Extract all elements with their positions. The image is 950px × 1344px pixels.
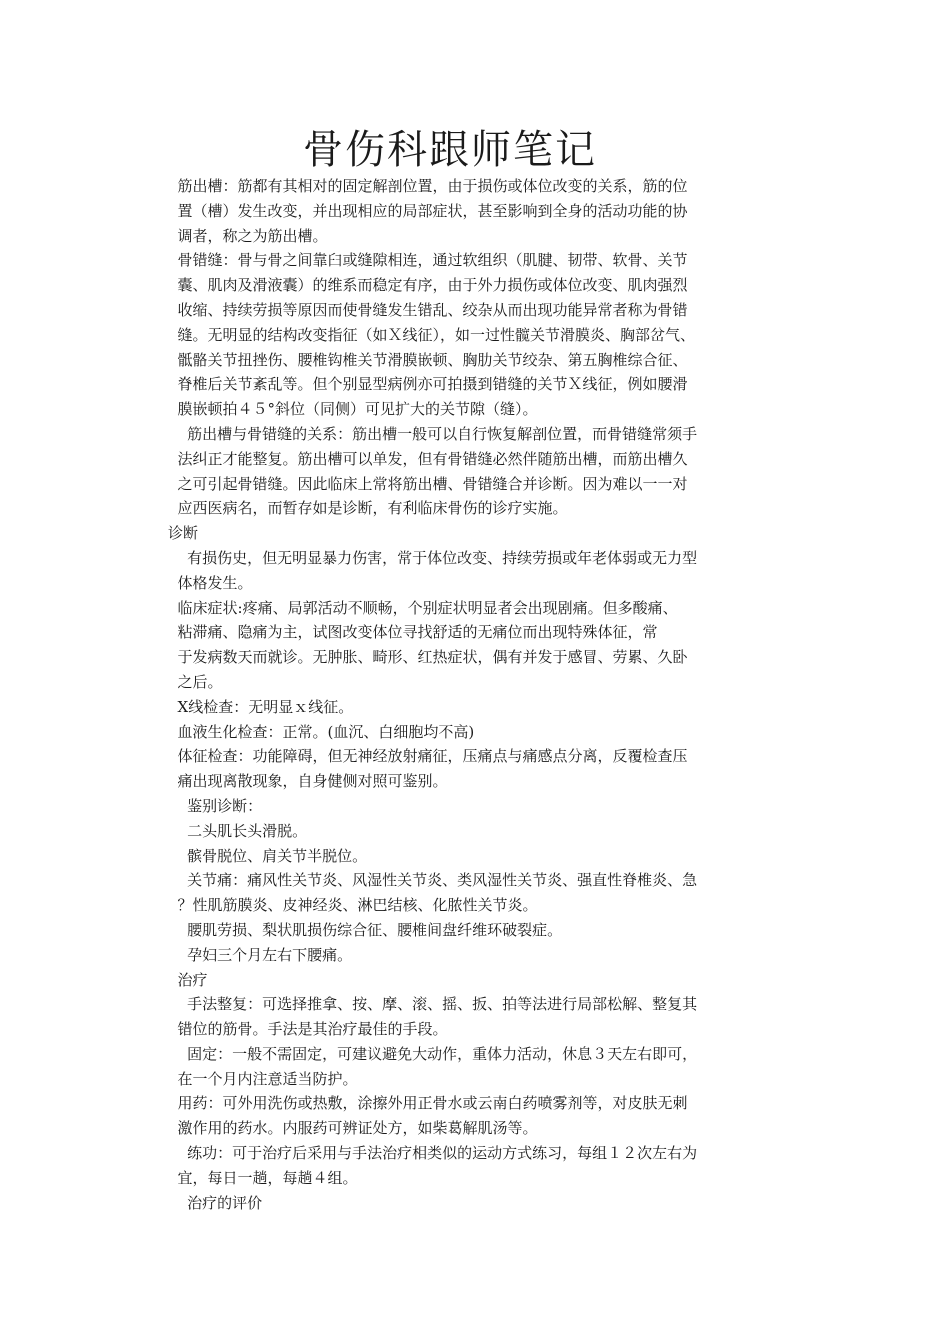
text-line: 在一个月内注意适当防护。 xyxy=(168,1069,358,1088)
text-line: 二头肌长头滑脱。 xyxy=(168,821,308,840)
text-line: 错位的筋骨。手法是其治疗最佳的手段。 xyxy=(168,1020,448,1039)
text-line: 收缩、持续劳损等原因而使骨缝发生错乱、绞杂从而出现功能异常者称为骨错 xyxy=(168,300,688,319)
text-line: 调者，称之为筋出槽。 xyxy=(168,226,328,245)
text-line: 膜嵌顿拍４５°斜位（同侧）可见扩大的关节隙（缝）。 xyxy=(168,400,538,419)
text-line: 之后。 xyxy=(168,672,223,691)
text-line: 法纠正才能整复。筋出槽可以单发，但有骨错缝必然伴随筋出槽，而筋出槽久 xyxy=(168,449,688,468)
text-line: 应西医病名，而暂存如是诊断，有利临床骨伤的诊疗实施。 xyxy=(168,499,568,518)
text-line: 血液生化检查：正常。(血沉、白细胞均不高) xyxy=(168,722,475,741)
text-line: 练功：可于治疗后采用与手法治疗相类似的运动方式练习，每组１２次左右为 xyxy=(168,1144,698,1163)
text-line: 体格发生。 xyxy=(168,573,253,592)
text-line: 腰肌劳损、梨状肌损伤综合征、腰椎间盘纤维环破裂症。 xyxy=(168,920,563,939)
text-line: 于发病数天而就诊。无肿胀、畸形、红热症状，偶有并发于感冒、劳累、久卧 xyxy=(168,648,688,667)
text-line: 鉴别诊断： xyxy=(168,796,263,815)
page-title: 骨伤科跟师笔记 xyxy=(303,127,597,173)
text-line: 激作用的药水。内服药可辨证处方，如柴葛解肌汤等。 xyxy=(168,1119,538,1138)
text-line: 手法整复：可选择推拿、按、摩、滚、摇、扳、拍等法进行局部松解、整复其 xyxy=(168,995,698,1014)
text-line: 痛出现离散现象，自身健侧对照可鉴别。 xyxy=(168,772,448,791)
text-line: 体征检查：功能障碍，但无神经放射痛征，压痛点与痛感点分离，反覆检查压 xyxy=(168,747,688,766)
document-body xyxy=(168,174,768,1215)
text-line: 固定：一般不需固定，可建议避免大动作，重体力活动，休息３天左右即可， xyxy=(168,1044,698,1063)
text-line: 治疗的评价 xyxy=(168,1193,263,1212)
text-line: 置（槽）发生改变，并出现相应的局部症状，甚至影响到全身的活动功能的协 xyxy=(168,201,688,220)
text-line: 诊断 xyxy=(168,524,199,543)
text-line: 临床症状:疼痛、局郭活动不顺畅，个别症状明显者会出现剧痛。但多酸痛、 xyxy=(168,598,678,617)
text-line: 囊、肌肉及滑液囊）的维系而稳定有序，由于外力损伤或体位改变、肌肉强烈 xyxy=(168,276,688,295)
text-line: 脊椎后关节紊乱等。但个别显型病例亦可拍摄到错缝的关节Ｘ线征，例如腰滑 xyxy=(168,375,688,394)
text-line: 用药：可外用洗伤或热敷，涂擦外用正骨水或云南白药喷雾剂等，对皮肤无刺 xyxy=(168,1094,688,1113)
text-line: 关节痛：痛风性关节炎、风湿性关节炎、类风湿性关节炎、强直性脊椎炎、急 xyxy=(168,871,698,890)
text-line: 骨错缝：骨与骨之间靠臼或缝隙相连，通过软组织（肌腱、韧带、软骨、关节 xyxy=(168,251,688,270)
text-line: 孕妇三个月左右下腰痛。 xyxy=(168,945,353,964)
text-line: 治疗 xyxy=(168,970,208,989)
text-line: ？性肌筋膜炎、皮神经炎、淋巴结核、化脓性关节炎。 xyxy=(168,896,538,915)
text-line: 筋出槽：筋都有其相对的固定解剖位置，由于损伤或体位改变的关系，筋的位 xyxy=(168,177,688,195)
text-line: 之可引起骨错缝。因此临床上常将筋出槽、骨错缝合并诊断。因为难以一一对 xyxy=(168,474,688,493)
text-line: 宜，每日一趟，每趟４组。 xyxy=(168,1168,358,1187)
text-line: 骶骼关节扭挫伤、腰椎钩椎关节滑膜嵌顿、胸肋关节绞杂、第五胸椎综合征、 xyxy=(168,350,688,369)
text-line: 缝。无明显的结构改变指征（如Ｘ线征），如一过性髋关节滑膜炎、胸部岔气、 xyxy=(168,325,696,344)
text-line: 有损伤史，但无明显暴力伤害，常于体位改变、持续劳损或年老体弱或无力型 xyxy=(168,548,698,567)
text-line: X线检查：无明显ｘ线征。 xyxy=(168,697,354,716)
text-line: 髌骨脱位、肩关节半脱位。 xyxy=(168,846,368,865)
text-line: 筋出槽与骨错缝的关系：筋出槽一般可以自行恢复解剖位置，而骨错缝常须手 xyxy=(168,424,698,443)
text-line: 粘滞痛、隐痛为主，试图改变体位寻找舒适的无痛位而出现特殊体征，常 xyxy=(168,623,658,642)
